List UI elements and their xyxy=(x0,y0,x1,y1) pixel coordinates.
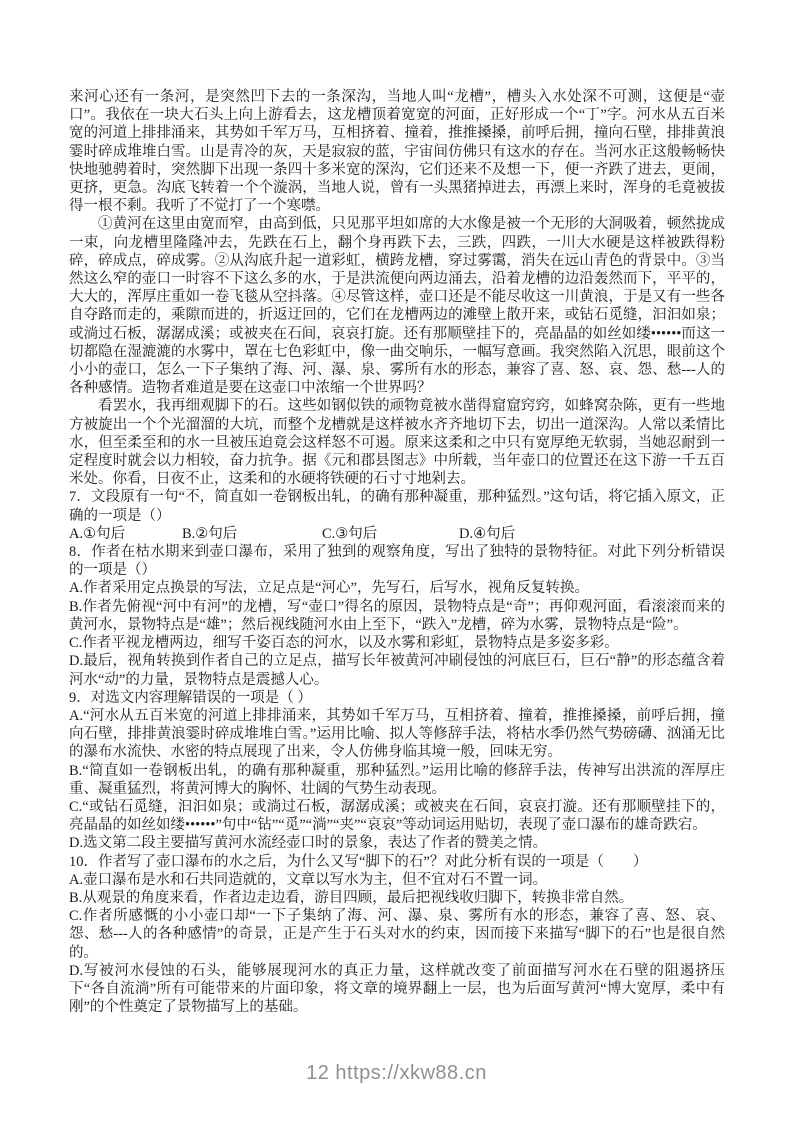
page-number: 12 xyxy=(306,1062,330,1084)
footer-url: https://xkw88.cn xyxy=(335,1062,487,1084)
questions xyxy=(69,488,725,1016)
question-option: C.作者所感慨的小小壶口却“一下子集纳了海、河、瀑、泉、雾所有水的形态，兼容了喜、怒、哀、怨、愁---人的各种感情”的奇景，正是产生于石头对水的约束，因而接下来描写“脚下的石”也是很自然的。 xyxy=(69,908,725,961)
question-option: B.从观景的角度来看，作者边走边看，游目四顾，最后把视线收归脚下，转换非常自然。 xyxy=(69,889,634,906)
question-stem: 9．对选文内容理解错误的一项是（ ） xyxy=(69,689,312,706)
question-option: C.“或钻石觅缝，汩汩如泉；或淌过石板，潺潺成溪；或被夹在石间，哀哀打漩。还有那顺壁挂下的，亮晶晶的如丝如缕••••••”句中“钻”“觅”“淌”“夹”“哀哀”等动词运用贴切，表现了壶口瀑布的雄奇跌宕。 xyxy=(69,798,725,834)
question-option: A.①句后 xyxy=(69,525,126,542)
question-option: B.作者先俯视“河中有河”的龙槽，写“壶口”得名的原因，景物特点是“奇”；再仰观河面，看滚滚而来的黄河水，景物特点是“雄”；然后视线随河水由上至下，“跌入”龙槽，碎为水雾，景物特点是“险”。 xyxy=(69,598,725,633)
question-stem: 8．作者在枯水期来到壶口瀑布，采用了独到的观察角度，写出了独特的景物特征。对此下列分析错误的一项是（） xyxy=(69,544,725,579)
question-stem: 7．文段原有一句“不，简直如一卷钢板出轧，的确有那种凝重，那种猛烈。”这句话，将它插入原文，正确的一项是（） xyxy=(69,489,725,524)
question-option: B.“简直如一卷钢板出轧，的确有那种凝重，那种猛烈。”运用比喻的修辞手法，传神写出洪流的浑厚庄重、凝重猛烈，将黄河博大的胸怀、壮阔的气势生动表现。 xyxy=(69,762,725,797)
question-option: C.作者平视龙槽两边，细写千姿百态的河水，以及水雾和彩虹，景物特点是多姿多彩。 xyxy=(69,635,619,652)
options-row xyxy=(69,525,725,543)
question-option: C.③句后 xyxy=(322,525,378,542)
document-content xyxy=(69,88,725,1016)
question-option: D.最后，视角转换到作者自己的立足点，描写长年被黄河冲刷侵蚀的河底巨石，巨石“静”的形态蕴含着河水“动”的力量，景物特点是震撼人心。 xyxy=(69,653,725,688)
question-option: A.“河水从五百米宽的河道上排排涌来，其势如千军万马，互相挤着、撞着，推推搡搡，前呼后拥，撞向石壁，排排黄浪霎时碎成堆堆白雪。”运用比喻、拟人等修辞手法，将枯水季仍然气势磅礴、汹涌无比的瀑布水流快、水密的特点展现了出来，令人仿佛身临其境一般，回味无穷。 xyxy=(69,707,725,761)
question-option: D.写被河水侵蚀的石头，能够展现河水的真正力量，这样就改变了前面描写河水在石壁的阻遏挤压下“各自流淌”所有可能带来的片面印象，将文章的境界翻上一层，也为后面写黄河“博大宽厚，柔中有刚”的个性奠定了景物描写上的基础。 xyxy=(69,962,725,1016)
passage xyxy=(69,88,725,488)
question-option: A.作者采用定点换景的写法，立足点是“河心”，先写石，后写水，视角反复转换。 xyxy=(69,580,589,597)
question-option: D.选文第二段主要描写黄河水流经壶口时的景象，表达了作者的赞美之情。 xyxy=(69,835,548,852)
passage-paragraph: ①黄河在这里由宽而窄，由高到低，只见那平坦如席的大水像是被一个无形的大洞吸着，顿然拢成一束，向龙槽里隆隆冲去，先跌在石上，翻个身再跌下去，三跌，四跌，一川大水硬是这样被跌得粉碎，碎成点，碎成雾。②从沟底升起一道彩虹，横跨龙槽，穿过雾霭，消失在远山青色的背景中。③当然这么窄的壶口一时容不下这么多的水，于是洪流便向两边涌去，沿着龙槽的边沿轰然而下，平平的，大大的，浑厚庄重如一卷飞毯从空抖落。④尽管这样，壶口还是不能尽收这一川黄浪，于是又有一些各自夺路而走的，乘隙而进的，折返迂回的，它们在龙槽两边的滩壁上散开来，或钻石觅缝，汩汩如泉；或淌过石板，潺潺成溪；或被夹在石间，哀哀打旋。还有那顺壁挂下的，亮晶晶的如丝如缕••••••而这一切都隐在湿漉漉的水雾中，罩在七色彩虹中，像一曲交响乐，一幅写意画。我突然陷入沉思，眼前这个小小的壶口，怎么一下子集纳了海、河、瀑、泉、雾所有水的形态，兼容了喜、怒、哀、怨、愁---人的各种感情。造物者难道是要在这壶口中浓缩一个世界吗？ xyxy=(69,216,725,397)
question-option: B.②句后 xyxy=(182,525,238,542)
passage-paragraph: 来河心还有一条河，是突然凹下去的一条深沟，当地人叫“龙槽”，槽头入水处深不可测，这便是“壶口”。我依在一块大石头上向上游看去，这龙槽顶着宽宽的河面，正好形成一个“丁”字。河水从五百米宽的河道上排排涌来，其势如千军万马，互相挤着、撞着，推推搡搡，前呼后拥，撞向石壁，排排黄浪霎时碎成堆堆白雪。山是青冷的灰，天是寂寂的蓝，宇宙间仿佛只有这水的存在。当河水正这般畅畅快快地驰骋着时，突然脚下出现一条四十多米宽的深沟，它们还来不及想一下，便一齐跌了进去，更闹，更挤，更急。沟底飞转着一个个漩涡，当地人说，曾有一头黑猪掉进去，再漂上来时，浑身的毛竟被拔得一根不剩。我听了不觉打了一个寒噤。 xyxy=(69,89,725,215)
question-option: A.壶口瀑布是水和石共同造就的，文章以写水为主，但不宜对石不置一词。 xyxy=(69,871,548,888)
question-stem: 10．作者写了壶口瀑布的水之后，为什么又写“脚下的石”？对此分析有误的一项是（ ） xyxy=(69,853,648,870)
page-footer xyxy=(0,1062,793,1085)
passage-paragraph: 看罢水，我再细观脚下的石。这些如钢似铁的顽物竟被水凿得窟窟窍窍，如蜂窝杂陈，更有一些地方被旋出一个个光溜溜的大坑，而整个龙槽就是这样被水齐齐地切下去，切出一道深沟。人常以柔情比水，但至柔至和的水一旦被压迫竟会这样怒不可遏。原来这柔和之中只有宽厚绝无软弱，当她忍耐到一定程度时就会以力相较，奋力抗争。据《元和郡县图志》中所载，当年壶口的位置还在这下游一千五百米处。你看，日夜不止，这柔和的水硬将铁硬的石寸寸地剁去。 xyxy=(69,398,725,488)
question-option: D.④句后 xyxy=(459,525,516,542)
